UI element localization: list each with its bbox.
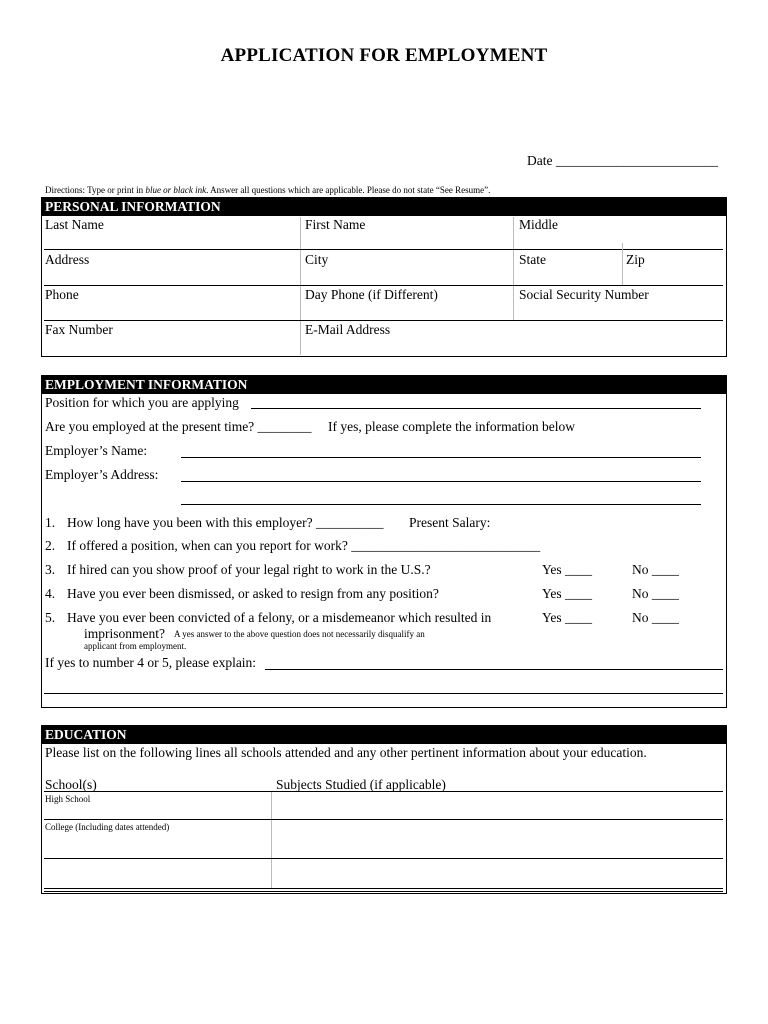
personal-header: PERSONAL INFORMATION (41, 198, 727, 216)
schools-column-header: School(s) (45, 777, 97, 792)
employer-name-label: Employer’s Name: (45, 443, 148, 458)
employer-name-input[interactable] (181, 457, 701, 458)
q4-no[interactable]: No ____ (632, 586, 679, 601)
directions (45, 185, 490, 195)
phone-label: Phone (45, 287, 79, 302)
q1-text: How long have you been with this employer? __________ (67, 515, 384, 530)
q5-text-line2: imprisonment? (84, 626, 165, 641)
address-divider-3 (622, 243, 623, 285)
date-label: Date (527, 153, 553, 168)
explain-label: If yes to number 4 or 5, please explain: (45, 655, 257, 670)
zip-label: Zip (626, 252, 645, 267)
phone-divider-1 (300, 286, 301, 320)
q3-yes[interactable]: Yes ____ (542, 562, 593, 577)
address-label: Address (45, 252, 90, 267)
fax-label: Fax Number (45, 322, 113, 337)
q4-number: 4. (45, 586, 56, 601)
education-header-line (44, 791, 723, 792)
directions-prefix: Directions: Type or print in (45, 185, 146, 195)
last-name-label: Last Name (45, 217, 104, 232)
ssn-label: Social Security Number (519, 287, 649, 302)
explain-input-1[interactable] (265, 669, 723, 670)
education-column-divider (271, 792, 272, 888)
q2-text: If offered a position, when can you report for work? ____________________________ (67, 538, 541, 553)
q1-number: 1. (45, 515, 56, 530)
first-name-label: First Name (305, 217, 366, 232)
directions-ink: blue or black ink (145, 185, 207, 195)
education-extra-line-2 (44, 891, 723, 892)
q1-salary-label: Present Salary: (409, 515, 491, 530)
position-label: Position for which you are applying (45, 395, 239, 410)
college-row-line[interactable] (44, 858, 723, 859)
q3-number: 3. (45, 562, 56, 577)
middle-label: Middle (519, 217, 558, 232)
position-input[interactable] (251, 408, 701, 409)
q5-note-line1: A yes answer to the above question does not necessarily disqualify an (174, 629, 425, 639)
q5-text-line1: Have you ever been convicted of a felony, or a misdemeanor which resulted in (67, 610, 492, 625)
city-label: City (305, 252, 329, 267)
q3-text: If hired can you show proof of your legal right to work in the U.S.? (67, 562, 431, 577)
state-label: State (519, 252, 546, 267)
form-title: APPLICATION FOR EMPLOYMENT (220, 45, 548, 66)
employment-header: EMPLOYMENT INFORMATION (41, 376, 727, 394)
high-school-label: High School (45, 794, 91, 804)
q3-no[interactable]: No ____ (632, 562, 679, 577)
college-label: College (Including dates attended) (45, 822, 170, 832)
email-label: E-Mail Address (305, 322, 391, 337)
q5-yes[interactable]: Yes ____ (542, 610, 593, 625)
q4-yes[interactable]: Yes ____ (542, 586, 593, 601)
date-field[interactable] (527, 153, 718, 169)
education-instructions: Please list on the following lines all schools attended and any other pertinent information about your education. (45, 745, 647, 760)
explain-input-2[interactable] (44, 693, 723, 694)
day-phone-label: Day Phone (if Different) (305, 287, 438, 302)
q5-no[interactable]: No ____ (632, 610, 679, 625)
q4-text: Have you ever been dismissed, or asked to resign from any position? (67, 586, 439, 601)
address-divider-1 (300, 250, 301, 285)
fax-divider (300, 321, 301, 355)
high-school-row-line[interactable] (44, 819, 723, 820)
employer-address-input-1[interactable] (181, 481, 701, 482)
address-divider-2 (513, 250, 514, 285)
q2-number: 2. (45, 538, 56, 553)
q5-number: 5. (45, 610, 56, 625)
q5-note-line2: applicant from employment. (84, 641, 187, 651)
name-divider-2 (513, 217, 514, 249)
phone-row-line[interactable] (44, 320, 723, 321)
education-header: EDUCATION (41, 726, 727, 744)
directions-suffix: . Answer all questions which are applicable. Please do not state “See Resume”. (206, 185, 491, 195)
subjects-column-header: Subjects Studied (if applicable) (276, 777, 446, 792)
employer-address-label: Employer’s Address: (45, 467, 159, 482)
date-blank: ________________________ (555, 153, 718, 168)
employed-question: Are you employed at the present time? ________ (45, 419, 312, 434)
employer-address-input-2[interactable] (181, 504, 701, 505)
name-divider-1 (300, 217, 301, 249)
education-extra-line-1[interactable] (44, 888, 723, 889)
phone-divider-2 (513, 286, 514, 320)
employed-note: If yes, please complete the information below (328, 419, 576, 434)
address-row-line[interactable] (44, 285, 723, 286)
